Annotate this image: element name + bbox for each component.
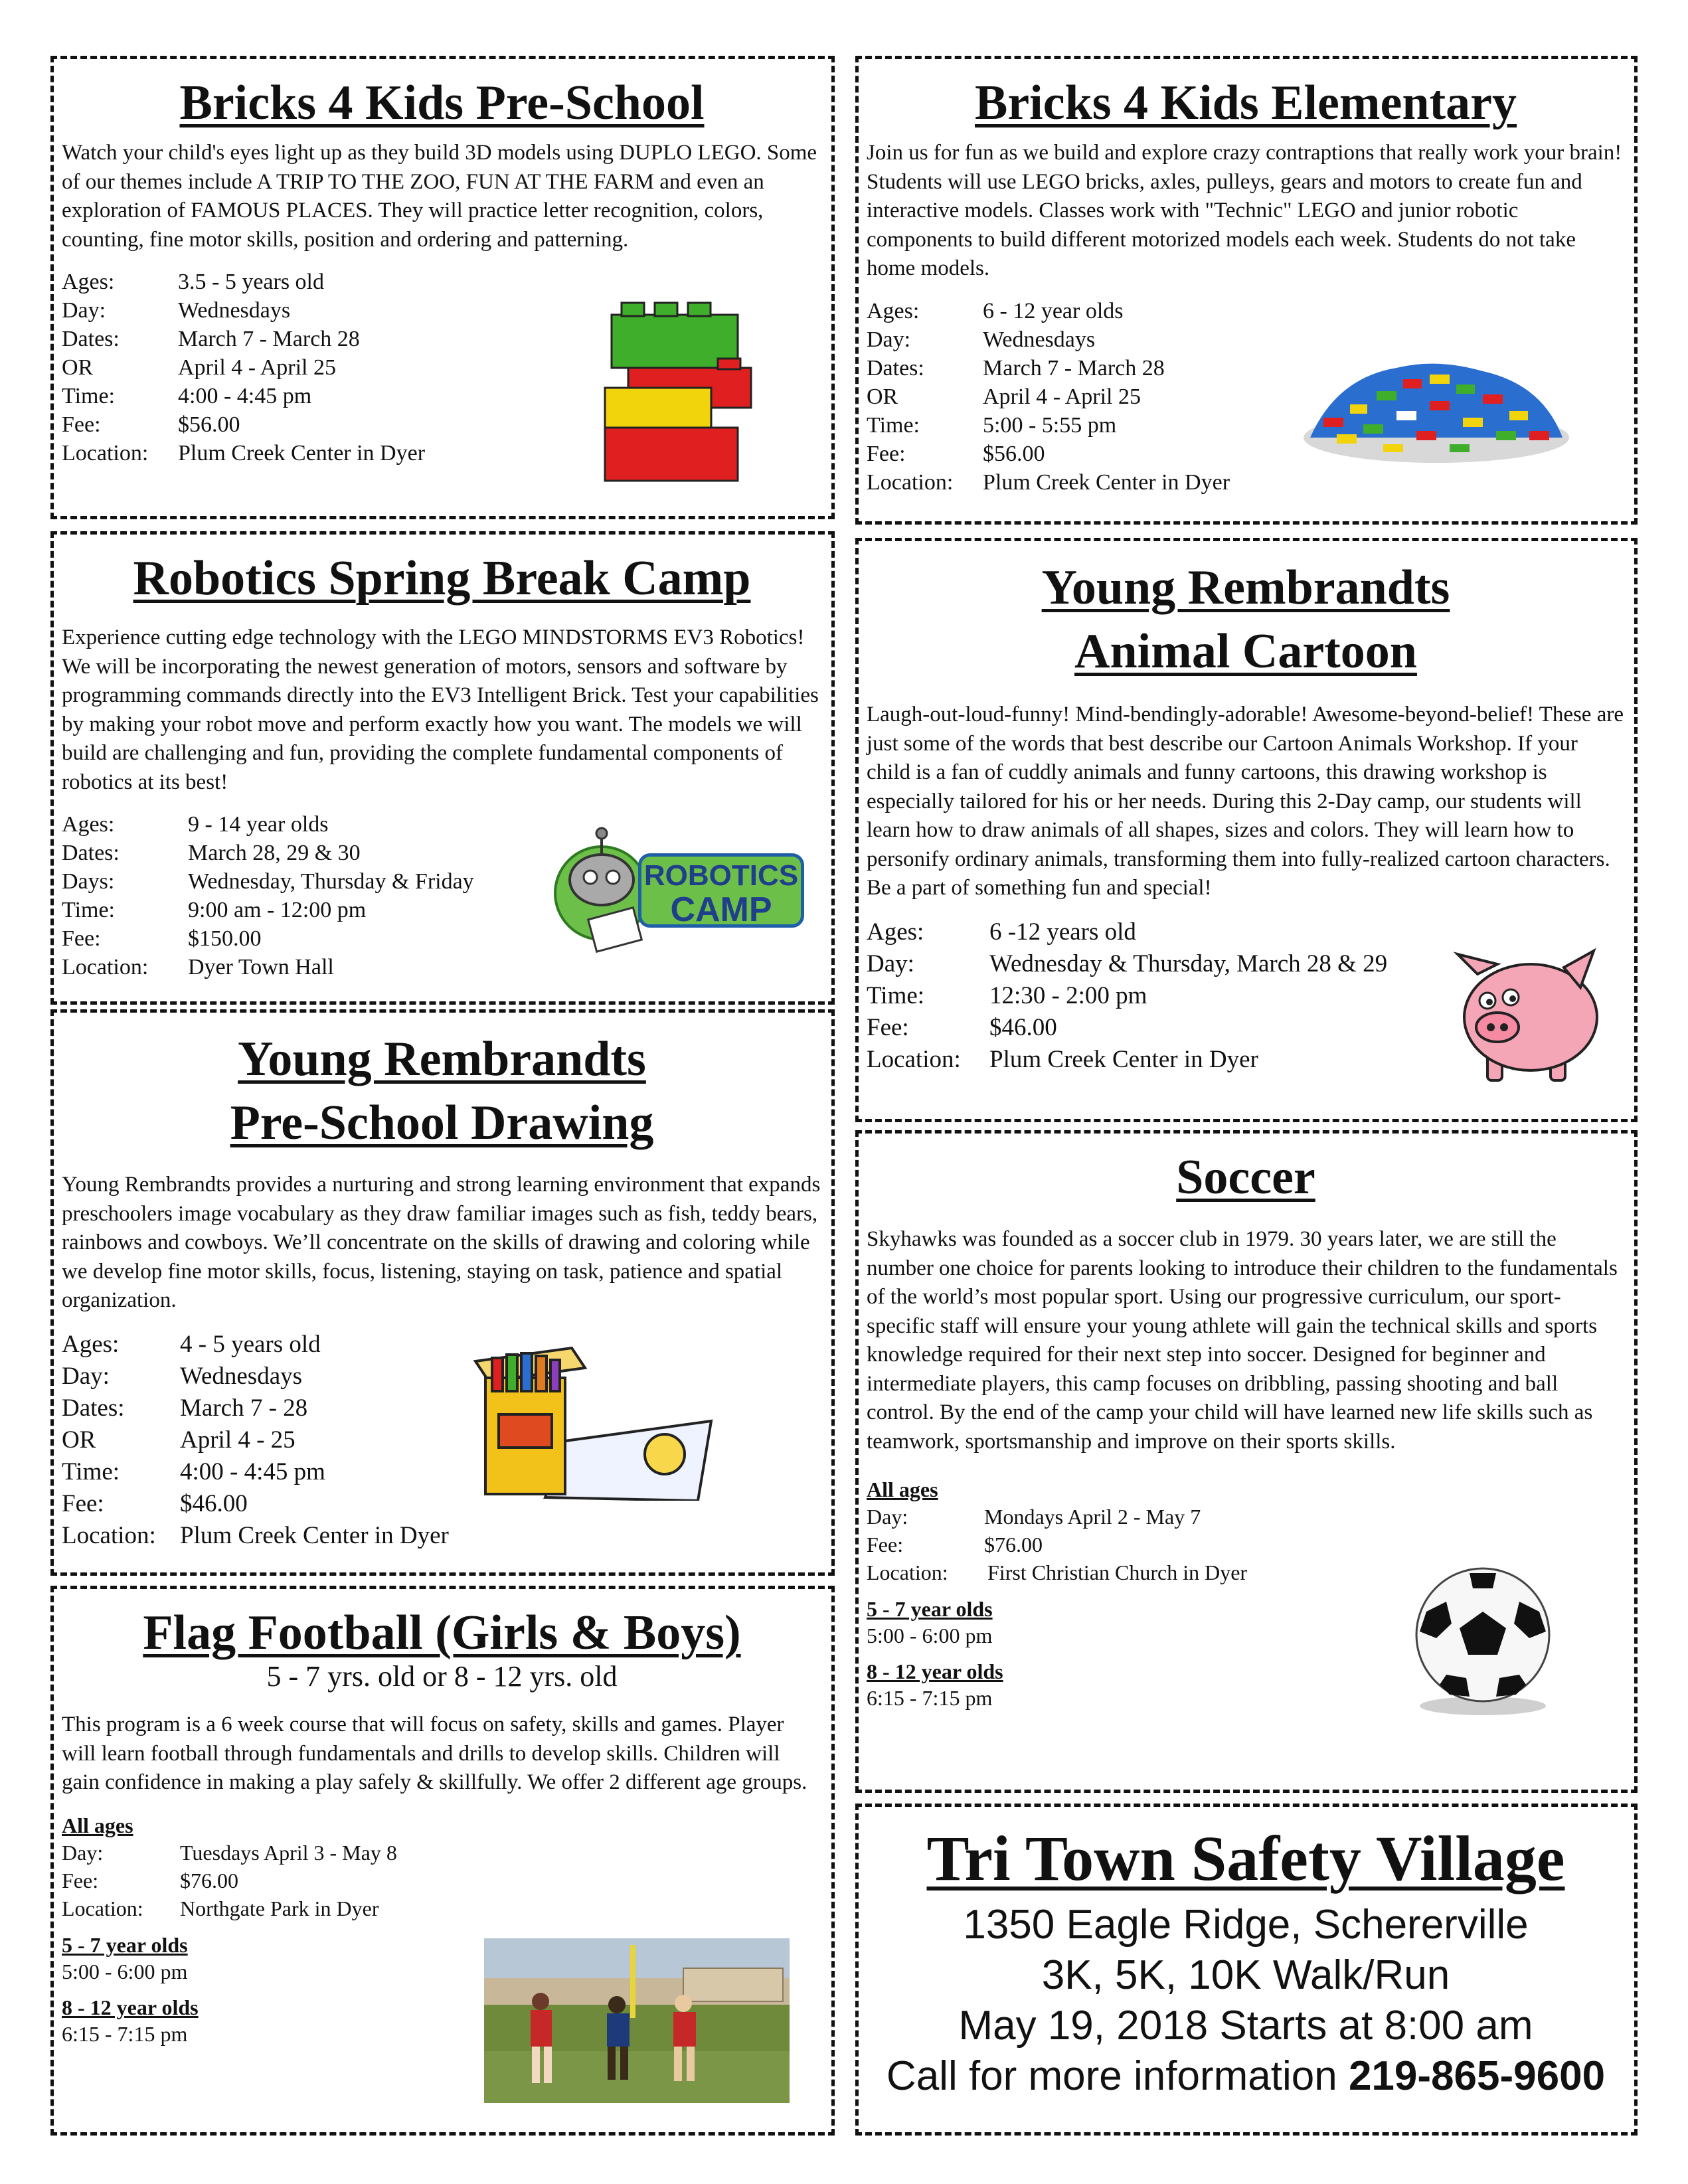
- day-label: Day:: [867, 1505, 908, 1529]
- time-value: 12:30 - 2:00 pm: [989, 981, 1147, 1009]
- location-label: Location:: [62, 441, 149, 465]
- or-label: OR: [867, 384, 898, 409]
- flag-football-description: This program is a 6 week course that will focus on safety, skills and games. Player will learn football through fundamentals and drills to develop skills. Children will gain confidence in making a play safely & skillfully. We offer 2 different age groups.: [62, 1713, 807, 1794]
- day-label: Day:: [62, 298, 106, 323]
- fee-value: $76.00: [984, 1533, 1043, 1556]
- location-label: Location:: [62, 1896, 143, 1920]
- ages-label: Ages:: [867, 298, 920, 323]
- preschool-drawing-title-line1: Young Rembrandts: [238, 1032, 646, 1086]
- preschool-drawing-title-line2: Pre-School Drawing: [230, 1096, 654, 1150]
- flag-football-group1-label: 5 - 7 year olds: [62, 1932, 188, 1957]
- fee-value: $150.00: [188, 926, 262, 951]
- safety-village-title: Tri Town Safety Village: [926, 1823, 1565, 1894]
- location-value: Plum Creek Center in Dyer: [983, 469, 1230, 495]
- flag-football-group1-time: 5:00 - 6:00 pm: [62, 1959, 188, 1983]
- robotics-logo-line2: CAMP: [670, 890, 772, 929]
- safety-village-date: May 19, 2018 Starts at 8:00 am: [958, 2003, 1533, 2049]
- flag-football-info: [62, 1839, 822, 1922]
- time-value: 4:00 - 4:45 pm: [178, 384, 312, 408]
- soccer-ball-icon: [1400, 1565, 1566, 1718]
- duplo-bricks-icon: [598, 295, 758, 494]
- or-label: OR: [62, 355, 94, 380]
- ages-value: 9 - 14 year olds: [188, 812, 329, 837]
- dates-value: March 7 - March 28: [983, 355, 1165, 380]
- fee-label: Fee:: [867, 1533, 904, 1556]
- safety-village-event: 3K, 5K, 10K Walk/Run: [1041, 1952, 1450, 1998]
- ages-value: 6 - 12 year olds: [983, 298, 1124, 323]
- bricks-elementary-description: Join us for fun as we build and explore crazy contraptions that really work your brain! Students will use LEGO bricks, axles, pulleys, gears and motors to create fun and interactive models. Classes work with "Technic" LEGO and junior robotic components to build different motorized models each week. Students do not take home models.: [867, 141, 1622, 280]
- fee-label: Fee:: [867, 441, 906, 466]
- dates-value: March 28, 29 & 30: [188, 841, 361, 865]
- location-label: Location:: [62, 1521, 156, 1549]
- ages-value: 6 -12 years old: [989, 918, 1136, 946]
- time-label: Time:: [62, 1458, 120, 1485]
- flag-football-subtitle: 5 - 7 yrs. old or 8 - 12 yrs. old: [266, 1660, 618, 1693]
- flag-football-group2-label: 8 - 12 year olds: [62, 1995, 199, 2019]
- robotics-box: [50, 531, 835, 1005]
- day-value: Mondays April 2 - May 7: [984, 1505, 1201, 1529]
- time-value: 9:00 am - 12:00 pm: [188, 898, 367, 922]
- day-value: Wednesdays: [983, 327, 1096, 352]
- safety-village-phone: 219-865-9600: [1348, 2053, 1606, 2099]
- fee-value: $56.00: [983, 441, 1045, 466]
- dates-label: Dates:: [62, 327, 120, 351]
- ages-label: Ages:: [62, 270, 115, 294]
- flag-football-group2-time: 6:15 - 7:15 pm: [62, 2021, 188, 2046]
- day-label: Day:: [62, 1362, 110, 1390]
- location-label: Location:: [62, 955, 149, 979]
- bricks-preschool-description: Watch your child's eyes light up as they build 3D models using DUPLO LEGO. Some of our themes include A TRIP TO THE ZOO, FUN AT THE FARM and even an exploration of FAMOUS PLACES. They will practice letter recognition, colors, counting, fine motor skills, position and ordering and patterning.: [62, 141, 817, 252]
- fee-label: Fee:: [867, 1013, 909, 1041]
- location-value: Northgate Park in Dyer: [180, 1896, 379, 1920]
- dates-label: Dates:: [867, 355, 924, 380]
- time-label: Time:: [867, 412, 920, 438]
- or-label: OR: [62, 1426, 96, 1454]
- robotics-camp-logo: [552, 827, 817, 953]
- fee-label: Fee:: [62, 1868, 99, 1892]
- location-value: Plum Creek Center in Dyer: [178, 441, 426, 465]
- time-label: Time:: [62, 384, 116, 408]
- day-label: Day:: [867, 327, 911, 352]
- ages-label: Ages:: [62, 1330, 120, 1358]
- fee-value: $76.00: [180, 1868, 238, 1892]
- animal-cartoon-title-line1: Young Rembrandts: [1041, 560, 1450, 615]
- location-label: Location:: [867, 469, 954, 495]
- time-value: 4:00 - 4:45 pm: [180, 1458, 325, 1485]
- preschool-drawing-description: Young Rembrandts provides a nurturing and strong learning environment that expands preschoolers image vocabulary as they draw familiar images such as fish, teddy bears, rainbows and cowboys. We’ll concentrate on the skills of drawing and coloring while we develop fine motor skills, focus, listening, staying on task, patience and spatial organization.: [62, 1173, 821, 1312]
- flag-football-all-ages: All ages: [62, 1813, 133, 1837]
- dates-label: Dates:: [62, 841, 120, 865]
- flag-football-photo: [484, 1938, 790, 2103]
- time-label: Time:: [62, 898, 116, 922]
- day-value: Wednesdays: [178, 298, 291, 323]
- fee-value: $46.00: [180, 1489, 248, 1517]
- time-label: Time:: [867, 981, 925, 1009]
- day-value: Wednesday & Thursday, March 28 & 29: [989, 950, 1388, 977]
- soccer-group1-label: 5 - 7 year olds: [867, 1597, 993, 1621]
- fee-value: $56.00: [178, 412, 240, 437]
- fee-value: $46.00: [989, 1013, 1057, 1041]
- animal-cartoon-box: [855, 538, 1638, 1122]
- ages-value: 3.5 - 5 years old: [178, 270, 325, 294]
- bricks-elementary-box: [855, 56, 1638, 525]
- robotics-description: Experience cutting edge technology with the LEGO MINDSTORMS EV3 Robotics! We will be incorporating the newest generation of motors, sensors and software by programming commands directly into the EV3 Intelligent Brick. Test your capabilities by making your robot move and perform exactly how you want. The models we will build are challenging and fun, providing the complete fundamental components of robotics at its best!: [62, 626, 819, 794]
- day-value: Wednesdays: [180, 1362, 303, 1390]
- ages-label: Ages:: [62, 812, 115, 837]
- lego-pile-icon: [1297, 338, 1576, 471]
- soccer-group1-time: 5:00 - 6:00 pm: [867, 1624, 993, 1647]
- fee-label: Fee:: [62, 926, 101, 951]
- pig-icon: [1451, 948, 1604, 1090]
- flag-football-box: [50, 1586, 835, 2136]
- ages-label: Ages:: [867, 918, 924, 946]
- dates-value: March 7 - 28: [180, 1394, 308, 1422]
- robotics-title: Robotics Spring Break Camp: [133, 551, 751, 606]
- soccer-description: Skyhawks was founded as a soccer club in 1979. 30 years later, we are still the number one choice for parents looking to introduce their children to the fundamentals of the world’s most popular sport. Using our progressive curriculum, our sport-specific staff will ensure your young athlete will gain the technical skills and sports knowledge required for their next step into soccer. Designed for beginner and intermediate players, this camp focuses on dribbling, passing shooting and ball control. By the end of the camp your child will have learned new life skills such as teamwork, sportsmanship and improve on their sports skills.: [867, 1227, 1618, 1454]
- bricks-preschool-title: Bricks 4 Kids Pre-School: [179, 76, 705, 130]
- soccer-group2-time: 6:15 - 7:15 pm: [867, 1686, 993, 1710]
- safety-village-call-text: Call for more information: [886, 2053, 1337, 2099]
- fee-label: Fee:: [62, 412, 101, 437]
- ages-value: 4 - 5 years old: [180, 1330, 321, 1358]
- location-label: Location:: [867, 1560, 948, 1584]
- safety-village-call: [867, 2051, 1625, 2102]
- location-value: Plum Creek Center in Dyer: [180, 1521, 449, 1549]
- location-value: First Christian Church in Dyer: [987, 1560, 1248, 1584]
- safety-village-address: 1350 Eagle Ridge, Schererville: [963, 1902, 1529, 1948]
- robotics-logo-line1: ROBOTICS: [643, 859, 799, 892]
- animal-cartoon-title-line2: Animal Cartoon: [1074, 624, 1417, 679]
- days-value: Wednesday, Thursday & Friday: [188, 869, 474, 894]
- soccer-title: Soccer: [1176, 1150, 1315, 1205]
- soccer-all-ages: All ages: [867, 1477, 938, 1501]
- soccer-box: [855, 1130, 1638, 1793]
- day-label: Day:: [62, 1840, 104, 1865]
- days-label: Days:: [62, 869, 115, 894]
- or-value: April 4 - 25: [180, 1426, 295, 1454]
- or-value: April 4 - April 25: [178, 355, 336, 380]
- day-label: Day:: [867, 950, 914, 977]
- location-label: Location:: [867, 1045, 961, 1073]
- safety-village-box: [855, 1804, 1638, 2136]
- preschool-drawing-box: [50, 1009, 835, 1576]
- location-value: Dyer Town Hall: [188, 955, 334, 979]
- time-value: 5:00 - 5:55 pm: [983, 412, 1117, 438]
- fee-label: Fee:: [62, 1489, 104, 1517]
- location-value: Plum Creek Center in Dyer: [989, 1045, 1258, 1073]
- bricks-elementary-title: Bricks 4 Kids Elementary: [974, 76, 1517, 130]
- dates-label: Dates:: [62, 1394, 125, 1422]
- animal-cartoon-description: Laugh-out-loud-funny! Mind-bendingly-adorable! Awesome-beyond-belief! These are just some of the words that best describe our Cartoon Animals Workshop. If your child is a fan of cuddly animals and funny cartoons, this drawing workshop is especially tailored for his or her needs. During this 2-Day camp, our students will learn how to draw animals of all shapes, sizes and colors. They will learn how to personify ordinary animals, transforming them into fully-realized cartoon characters. Be a part of something fun and special!: [867, 703, 1624, 900]
- flag-football-title: Flag Football (Girls & Boys): [143, 1606, 741, 1660]
- or-value: April 4 - April 25: [983, 384, 1141, 409]
- day-value: Tuesdays April 3 - May 8: [180, 1840, 397, 1865]
- crayon-box-icon: [472, 1341, 718, 1501]
- bricks-preschool-box: [50, 56, 835, 519]
- dates-value: March 7 - March 28: [178, 327, 360, 351]
- soccer-group2-label: 8 - 12 year olds: [867, 1659, 1003, 1683]
